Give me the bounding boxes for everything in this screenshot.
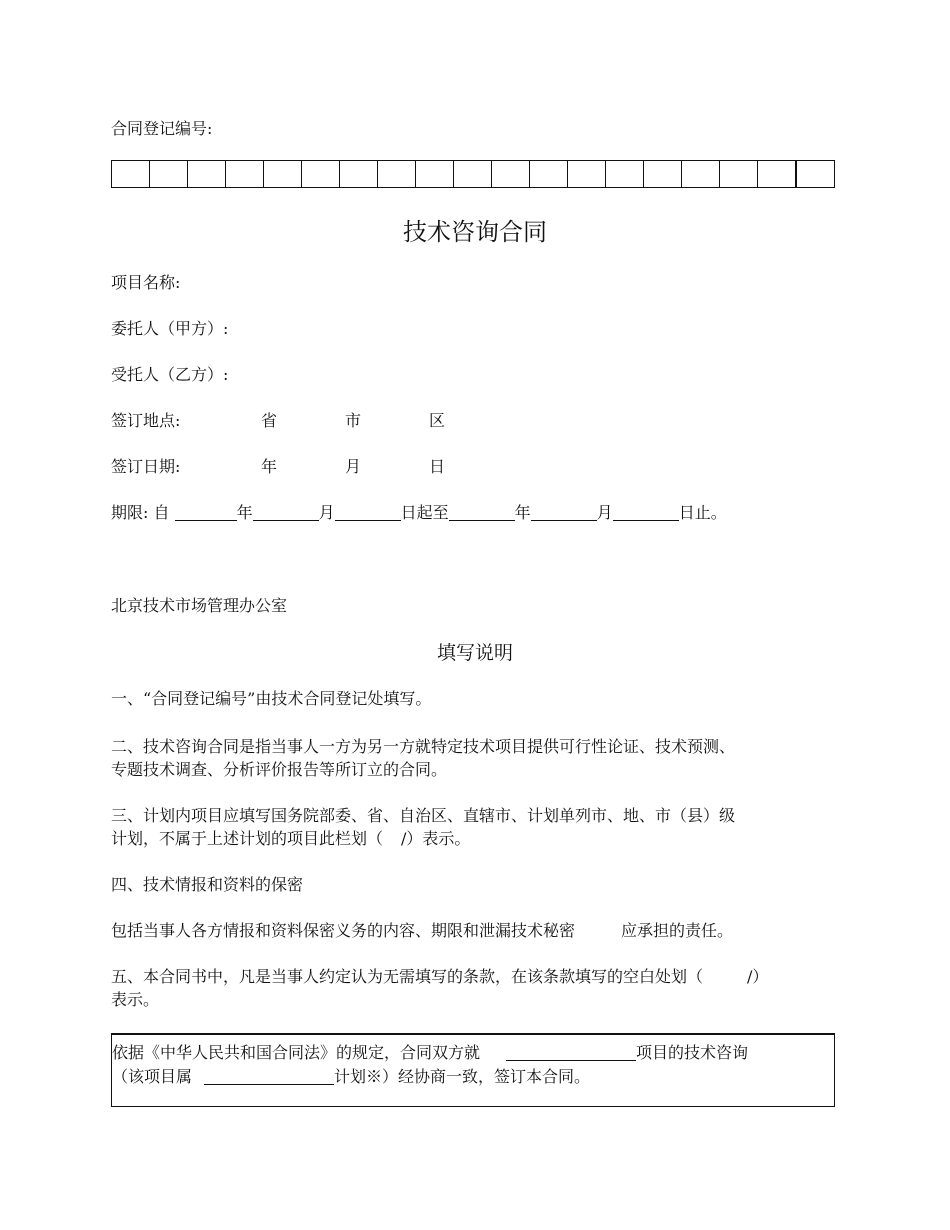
city-unit: 市 bbox=[345, 411, 362, 430]
instruction-item-5-line-1-b: /） bbox=[747, 967, 769, 986]
registration-number-cell[interactable] bbox=[264, 161, 302, 187]
instruction-item-4-detail bbox=[111, 919, 811, 942]
signing-date-label: 签订日期: bbox=[111, 457, 181, 476]
instruction-item-5-line-2: 表示。 bbox=[111, 990, 160, 1009]
project-name-blank[interactable] bbox=[506, 1044, 636, 1061]
signing-date-row bbox=[111, 454, 511, 476]
registration-number-cell[interactable] bbox=[150, 161, 188, 187]
month-unit: 月 bbox=[345, 457, 362, 476]
term-month2-unit: 月 bbox=[596, 503, 613, 522]
year-unit: 年 bbox=[261, 457, 278, 476]
preamble-line-2-a: （该项目属 bbox=[112, 1067, 193, 1086]
client-party-a-label: 委托人（甲方）: bbox=[111, 319, 229, 338]
term-year2-unit: 年 bbox=[514, 503, 531, 522]
preamble-line-2-b: 计划※）经协商一致，签订本合同。 bbox=[334, 1067, 591, 1086]
registration-number-cell[interactable] bbox=[644, 161, 682, 187]
registration-number-cell[interactable] bbox=[454, 161, 492, 187]
instruction-item-2-line-1: 二、技术咨询合同是指当事人一方为另一方就特定技术项目提供可行性论证、技术预测、 bbox=[111, 737, 736, 756]
registration-number-cell[interactable] bbox=[530, 161, 568, 187]
registration-number-cell[interactable] bbox=[188, 161, 226, 187]
preamble-box bbox=[111, 1033, 835, 1107]
issuer-name: 北京技术市场管理办公室 bbox=[111, 596, 288, 615]
term-year-unit: 年 bbox=[236, 503, 253, 522]
preamble-line-1-b: 项目的技术咨询 bbox=[636, 1043, 749, 1062]
project-name-label: 项目名称: bbox=[111, 273, 181, 292]
preamble-line-1-a: 依据《中华人民共和国合同法》的规定，合同双方就 bbox=[112, 1043, 481, 1062]
registration-number-cell[interactable] bbox=[682, 161, 720, 187]
registration-number-cell[interactable] bbox=[797, 161, 834, 187]
instruction-item-3-line-2-a: 计划，不属于上述计划的项目此栏划（ bbox=[111, 829, 384, 848]
registration-number-cell[interactable] bbox=[720, 161, 758, 187]
instruction-item-4-detail-b: 应承担的责任。 bbox=[621, 921, 734, 940]
term-label: 期限: bbox=[111, 503, 149, 522]
term-from: 自 bbox=[153, 503, 170, 522]
instruction-item-4-detail-a: 包括当事人各方情报和资料保密义务的内容、期限和泄漏技术秘密 bbox=[111, 921, 576, 940]
instruction-item-2-line-2: 专题技术调查、分析评价报告等所订立的合同。 bbox=[111, 760, 448, 779]
term-month-unit: 月 bbox=[318, 503, 335, 522]
preamble-line-1 bbox=[112, 1040, 748, 1063]
registration-number-cell[interactable] bbox=[378, 161, 416, 187]
instruction-item-3-line-2 bbox=[111, 827, 811, 850]
instruction-item-2 bbox=[111, 735, 811, 781]
term-end-day-unit: 日止。 bbox=[678, 503, 727, 522]
signing-place-label: 签订地点: bbox=[111, 411, 181, 430]
instruction-item-1: 一、“合同登记编号”由技术合同登记处填写。 bbox=[111, 689, 432, 708]
preamble-line-2 bbox=[112, 1064, 590, 1087]
registration-number-cell[interactable] bbox=[226, 161, 264, 187]
registration-number-label: 合同登记编号: bbox=[111, 119, 213, 138]
registration-number-cell[interactable] bbox=[606, 161, 644, 187]
instruction-item-5 bbox=[111, 965, 841, 1011]
district-unit: 区 bbox=[429, 411, 446, 430]
instruction-item-4: 四、技术情报和资料的保密 bbox=[111, 875, 304, 894]
instructions-heading: 填写说明 bbox=[436, 642, 513, 664]
start-month-blank[interactable] bbox=[253, 504, 319, 521]
term-row bbox=[111, 500, 727, 523]
plan-type-blank[interactable] bbox=[204, 1068, 334, 1085]
consultant-party-b-label: 受托人（乙方）: bbox=[111, 365, 229, 384]
instruction-item-5-line-1-a: 五、本合同书中，凡是当事人约定认为无需填写的条款，在该条款填写的空白处划（ bbox=[111, 967, 704, 986]
registration-number-grid[interactable] bbox=[111, 160, 835, 188]
end-year-blank[interactable] bbox=[449, 504, 515, 521]
end-day-blank[interactable] bbox=[613, 504, 679, 521]
day-unit: 日 bbox=[429, 457, 446, 476]
registration-number-cell[interactable] bbox=[492, 161, 530, 187]
contract-title: 技术咨询合同 bbox=[403, 218, 547, 246]
instruction-item-3-line-1: 三、计划内项目应填写国务院部委、省、自治区、直辖市、计划单列市、地、市（县）级 bbox=[111, 806, 736, 825]
start-day-blank[interactable] bbox=[335, 504, 401, 521]
end-month-blank[interactable] bbox=[531, 504, 597, 521]
term-start-day-unit: 日起至 bbox=[400, 503, 449, 522]
registration-number-cell[interactable] bbox=[416, 161, 454, 187]
registration-number-cell[interactable] bbox=[758, 161, 797, 187]
province-unit: 省 bbox=[261, 411, 278, 430]
registration-number-cell[interactable] bbox=[112, 161, 150, 187]
registration-number-cell[interactable] bbox=[340, 161, 378, 187]
registration-number-cell[interactable] bbox=[568, 161, 606, 187]
instruction-item-3-line-2-b: /）表示。 bbox=[401, 829, 471, 848]
registration-number-cell[interactable] bbox=[302, 161, 340, 187]
start-year-blank[interactable] bbox=[175, 504, 237, 521]
instruction-item-3 bbox=[111, 804, 811, 850]
signing-place-row bbox=[111, 408, 511, 430]
